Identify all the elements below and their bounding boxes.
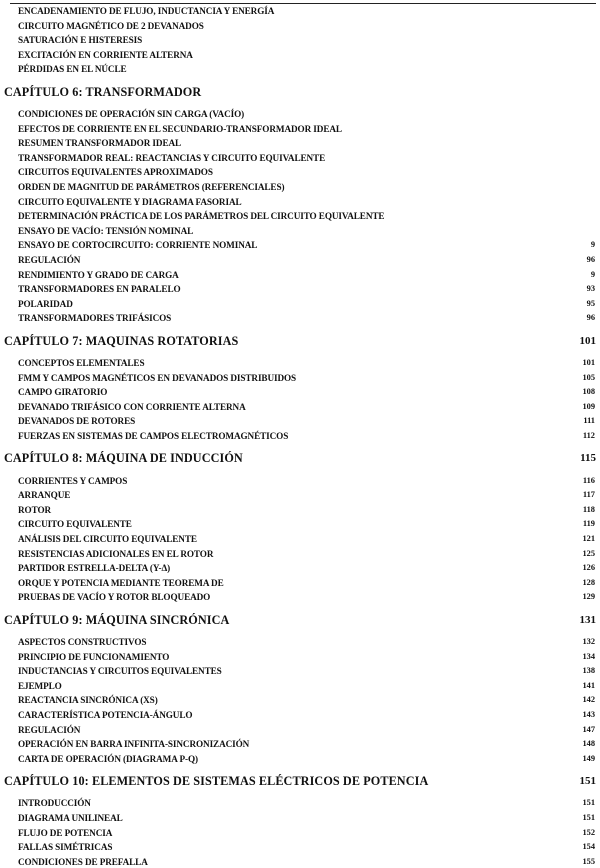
entry-title: ASPECTOS CONSTRUCTIVOS	[18, 637, 147, 647]
entry-title: ARRANQUE	[18, 490, 71, 501]
entry-title: REACTANCIA SINCRÓNICA (XS)	[18, 695, 158, 706]
entry-page-number: 125	[582, 548, 595, 558]
entry-title: REGULACIÓN	[18, 255, 81, 265]
entry-page-number: 126	[582, 563, 595, 573]
entry-page-number: 143	[582, 710, 595, 719]
entry-title: CONCEPTOS ELEMENTALES	[18, 358, 145, 368]
entry-title: DEVANADOS DE ROTORES	[18, 416, 136, 427]
entry-page-number: 128	[582, 577, 595, 587]
entry-title: PÉRDIDAS EN EL NÚCLE	[18, 64, 127, 75]
entry-page-number: 141	[582, 680, 595, 690]
entry-page-number: 95	[586, 298, 595, 308]
entry-page-number: 116	[582, 475, 595, 485]
chapter-page-number: 131	[579, 613, 596, 626]
entry-title: CONDICIONES DE PREFALLA	[18, 856, 148, 867]
entry-page-number: 148	[582, 739, 595, 749]
chapter-page-number: 151	[579, 774, 596, 787]
entry-title: SATURACIÓN E HISTERESIS	[18, 35, 143, 46]
entry-title: RENDIMIENTO Y GRADO DE CARGA	[18, 269, 179, 280]
entry-title: CONDICIONES DE OPERACIÓN SIN CARGA (VACÍO)	[18, 109, 245, 119]
entry-title: EFECTOS DE CORRIENTE EN EL SECUNDARIO-TRANSFORMADOR IDEAL	[18, 123, 342, 134]
chapter-title: CAPÍTULO 10: ELEMENTOS DE SISTEMAS ELÉCTRICOS DE POTENCIA	[4, 773, 429, 788]
entry-title: DEVANADO TRIFÁSICO CON CORRIENTE ALTERNA	[18, 401, 246, 412]
entry-title: ENSAYO DE VACÍO: TENSIÓN NOMINAL	[18, 225, 194, 236]
entry-page-number: 117	[582, 490, 595, 500]
entry-page-number: 108	[582, 387, 595, 397]
entry-title: OPERACIÓN EN BARRA INFINITA-SINCRONIZACIÓN	[18, 739, 250, 750]
entry-page-number: 9	[590, 240, 595, 250]
entry-page-number: 93	[586, 284, 595, 294]
top-rule	[10, 3, 596, 4]
entry-page-number: 147	[582, 724, 595, 734]
entry-title: ENSAYO DE CORTOCIRCUITO: CORRIENTE NOMINAL	[18, 240, 258, 251]
entry-page-number: 155	[582, 856, 595, 866]
entry-title: RESISTENCIAS ADICIONALES EN EL ROTOR	[18, 548, 214, 559]
entry-page-number: 154	[582, 842, 595, 852]
entry-title: ORQUE Y POTENCIA MEDIANTE TEOREMA DE	[18, 577, 224, 588]
entry-page-number: 105	[582, 372, 595, 382]
entry-title: DETERMINACIÓN PRÁCTICA DE LOS PARÁMETROS DEL CIRCUITO EQUIVALENTE	[18, 211, 385, 222]
entry-page-number: 96	[586, 313, 595, 323]
entry-page-number: 149	[582, 753, 595, 763]
entry-title: EJEMPLO	[18, 680, 62, 691]
entry-title: PRUEBAS DE VACÍO Y ROTOR BLOQUEADO	[18, 592, 211, 603]
entry-title: FALLAS SIMÉTRICAS	[18, 842, 113, 853]
entry-title: CIRCUITOS EQUIVALENTES APROXIMADOS	[18, 167, 213, 178]
entry-page-number: 152	[582, 827, 595, 837]
chapter-title: CAPÍTULO 8: MÁQUINA DE INDUCCIÓN	[4, 451, 243, 466]
entry-title: REGULACIÓN	[18, 724, 81, 735]
entry-title: CIRCUITO MAGNÉTICO DE 2 DEVANADOS	[18, 20, 204, 31]
entry-title: CARACTERÍSTICA POTENCIA-ÁNGULO	[18, 710, 193, 720]
entry-title: CIRCUITO EQUIVALENTE Y DIAGRAMA FASORIAL	[18, 196, 242, 207]
entry-page-number: 129	[582, 592, 595, 602]
entry-page-number: 109	[582, 401, 595, 411]
entry-page-number: 112	[582, 431, 595, 440]
chapter-title: CAPÍTULO 6: TRANSFORMADOR	[4, 84, 202, 99]
entry-page-number: 101	[582, 358, 595, 367]
entry-page-number: 134	[582, 651, 595, 661]
entry-page-number: 151	[582, 813, 595, 822]
entry-page-number: 96	[586, 255, 595, 264]
entry-title: PARTIDOR ESTRELLA-DELTA (Y-Δ)	[18, 563, 171, 574]
entry-page-number: 119	[582, 519, 595, 529]
entry-page-number: 9	[590, 269, 595, 279]
entry-title: EXCITACIÓN EN CORRIENTE ALTERNA	[18, 49, 193, 60]
entry-title: RESUMEN TRANSFORMADOR IDEAL	[18, 138, 182, 149]
entry-title: INDUCTANCIAS Y CIRCUITOS EQUIVALENTES	[18, 666, 222, 677]
entry-page-number: 121	[582, 534, 595, 543]
entry-title: TRANSFORMADOR REAL: REACTANCIAS Y CIRCUITO EQUIVALENTE	[18, 152, 326, 163]
chapter-page-number: 115	[580, 452, 596, 465]
chapter-title: CAPÍTULO 7: MAQUINAS ROTATORIAS	[4, 333, 239, 348]
entry-page-number: 138	[582, 666, 595, 676]
entry-title: POLARIDAD	[18, 298, 73, 309]
entry-title: CORRIENTES Y CAMPOS	[18, 475, 128, 486]
entry-title: DIAGRAMA UNILINEAL	[18, 813, 123, 823]
entry-title: ANÁLISIS DEL CIRCUITO EQUIVALENTE	[18, 534, 197, 544]
entry-title: PRINCIPIO DE FUNCIONAMIENTO	[18, 651, 170, 662]
entry-page-number: 151	[582, 798, 595, 808]
entry-title: INTRODUCCIÓN	[18, 798, 91, 809]
entry-title: ORDEN DE MAGNITUD DE PARÁMETROS (REFERENCIALES)	[18, 182, 285, 192]
entry-title: FMM Y CAMPOS MAGNÉTICOS EN DEVANADOS DISTRIBUIDOS	[18, 372, 297, 383]
entry-title: FLUJO DE POTENCIA	[18, 827, 113, 838]
chapter-page-number: 101	[579, 334, 596, 347]
entry-title: TRANSFORMADORES EN PARALELO	[18, 284, 181, 295]
entry-title: CIRCUITO EQUIVALENTE	[18, 519, 132, 530]
entry-page-number: 118	[582, 504, 595, 514]
chapter-title: CAPÍTULO 9: MÁQUINA SINCRÓNICA	[4, 612, 230, 627]
entry-title: CARTA DE OPERACIÓN (DIAGRAMA P-Q)	[18, 753, 198, 764]
entry-title: ROTOR	[18, 504, 52, 515]
entry-title: TRANSFORMADORES TRIFÁSICOS	[18, 313, 172, 324]
entry-page-number: 142	[582, 695, 595, 705]
entry-page-number: 111	[583, 416, 595, 426]
entry-title: FUERZAS EN SISTEMAS DE CAMPOS ELECTROMAGNÉTICOS	[18, 431, 289, 441]
entry-page-number: 132	[582, 637, 595, 646]
entry-title: ENCADENAMIENTO DE FLUJO, INDUCTANCIA Y ENERGÍA	[18, 6, 275, 16]
entry-title: CAMPO GIRATORIO	[18, 387, 108, 398]
